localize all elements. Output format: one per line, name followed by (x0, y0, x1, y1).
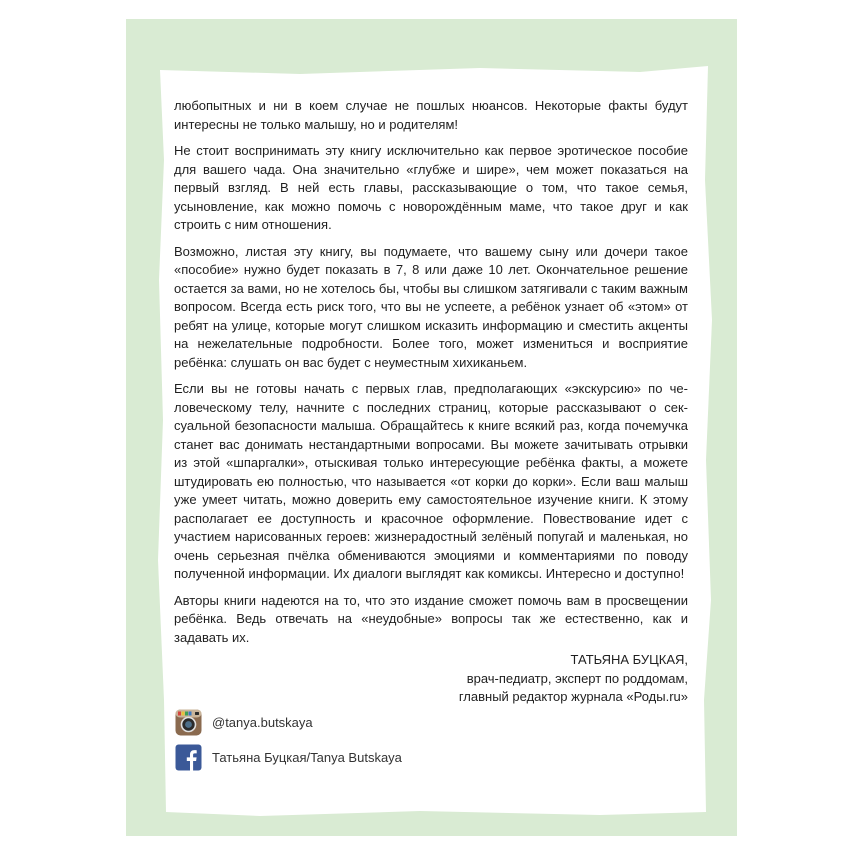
paragraph-2: Не стоит воспринимать эту книгу исключительно как первое эротическое пособие для вашего чада. Она значительно «глубже и шире», чем может показаться на первый взгляд. В ней есть главы, рассказывающие о том, что такое семья, усыновление, как можно помочь с новорождённым маме, что такое друг и как строить с ним отношения. (174, 143, 688, 232)
paragraph-4: Если вы не готовы начать с первых глав, предполагающих «экскурсию» по человеческому телу, начните с последних страниц, которые рассказывают о сексуальной безопасности малыша. Обращайтесь к книге всякий раз, когда почемучка станет вас донимать нестандартными вопросами. Вы можете зачитывать отрывки из этой «шпаргалки», отыскивая только интересующие ребёнка факты, а можете штудировать ею полностью, что называется «от корки до корки». Если ваш малыш уже умеет читать, можно доверить ему самостоятельное изучение книги. К этому располагает ее доступность и красочное оформление. Повествование идет с участием нарисованных героев: жизнерадостный зелёный попугай и маленькая, но очень серьезная пчёлка обмениваются эмоциями и комментариями по поводу полученной информации. Их диалоги выглядят как комиксы. Интересно и доступно! (174, 381, 688, 581)
facebook-row[interactable] (175, 744, 402, 771)
paragraph-5: Авторы книги надеются на то, что это издание сможет помочь вам в просвещении ребёнка. Ведь отвечать на «неудобные» вопросы так же естественно, как и задавать их. (174, 592, 688, 645)
paragraph-1: любопытных и ни в коем случае не пошлых нюансов. Некоторые факты будут интересны не только малышу, но и родителям! (174, 98, 688, 132)
facebook-name[interactable]: Татьяна Буцкая/Tanya Butskaya (212, 750, 402, 765)
paragraph-3: Возможно, листая эту книгу, вы подумаете, что вашему сыну или дочери такое «пособие» нужно будет показать в 7, 8 или даже 10 лет. Окончательное решение остается за вами, но не хотелось бы, чтобы вы слишком затягивали с таким важным вопросом. Всегда есть риск того, что вы не успеете, а ребёнок узнает об «этом» от ребят на улице, которые могут слишком исказить информацию и сместить акценты на нежелательные подробности. Более того, может измениться и восприятие ребёнка: слушать он вас будет с неуместным хихиканьем. (174, 243, 688, 370)
author-title: главный редактор журнала «Роды.ru» (458, 689, 688, 704)
author-role: врач-педиатр, эксперт по роддомам, (466, 670, 688, 686)
instagram-icon (175, 709, 202, 736)
author-name: ТАТЬЯНА БУЦКАЯ, (570, 652, 688, 667)
body-text (174, 97, 688, 707)
signature-block (174, 651, 688, 707)
instagram-row[interactable] (175, 709, 313, 736)
instagram-handle[interactable]: @tanya.butskaya (212, 715, 313, 730)
facebook-icon (175, 744, 202, 771)
